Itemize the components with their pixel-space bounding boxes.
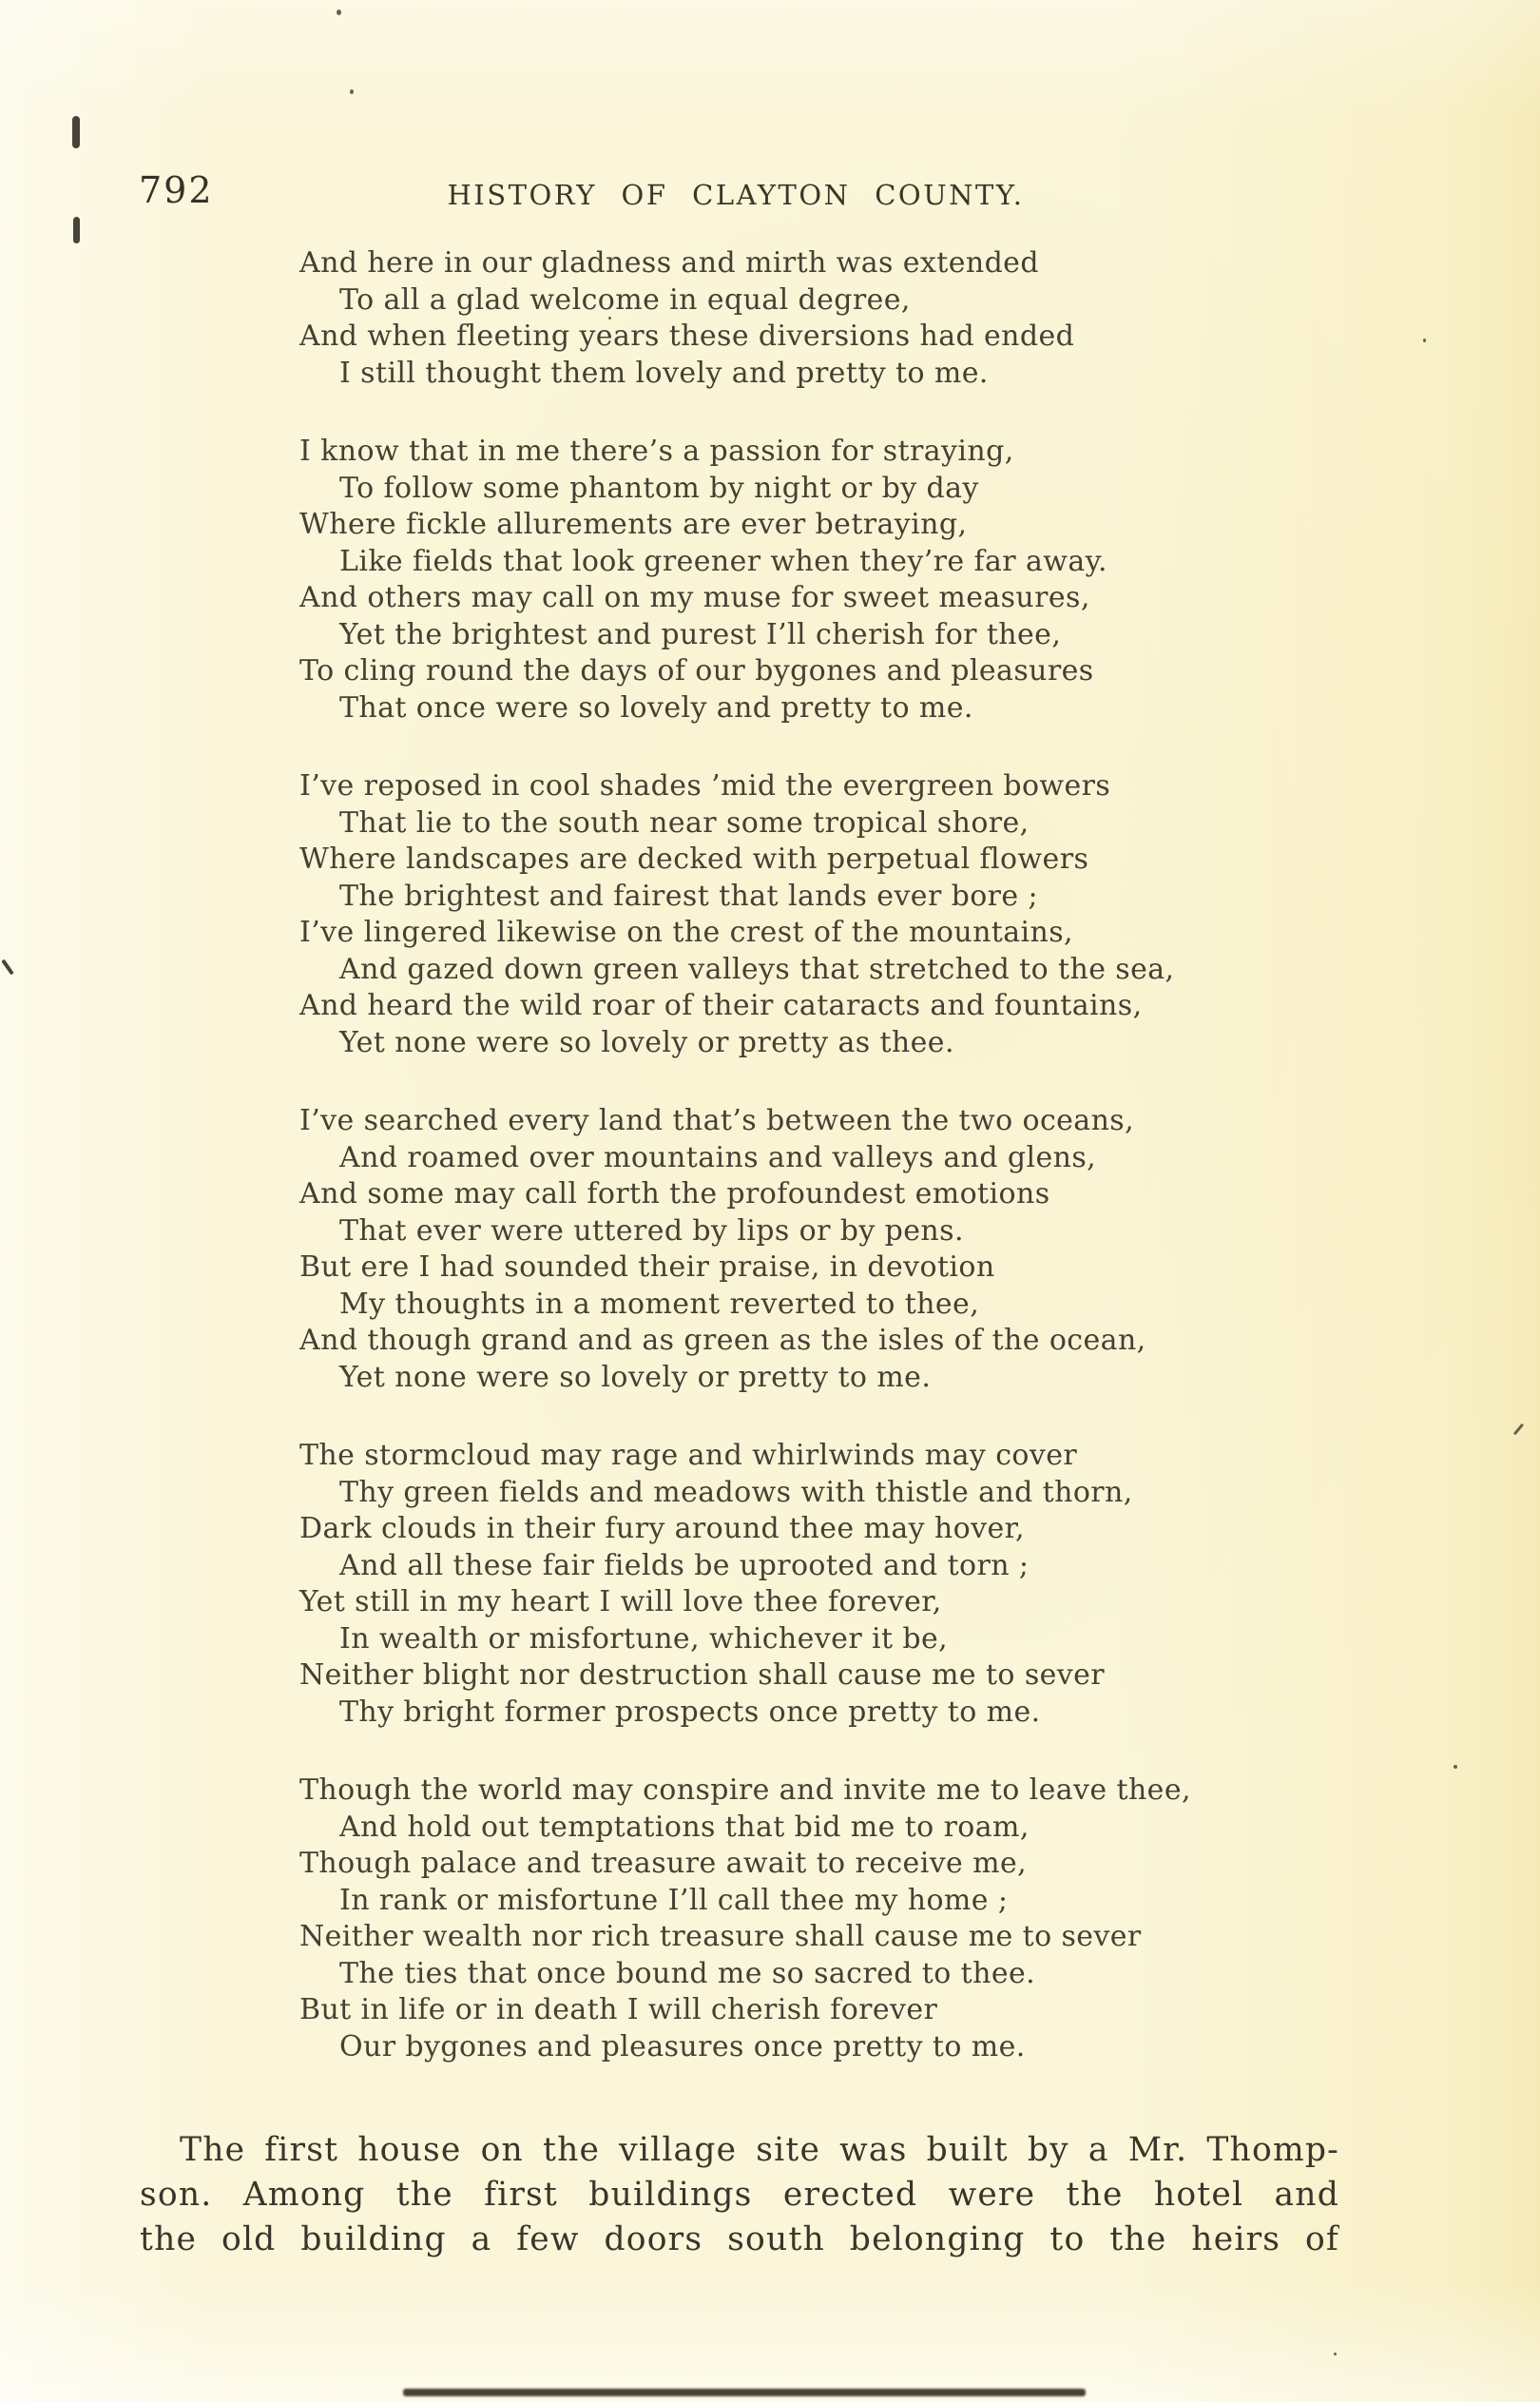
poem-stanza-5 [299, 1438, 1269, 1731]
poem-line: That lie to the south near some tropical shore, [339, 805, 1030, 840]
poem-line: Neither blight nor destruction shall cause me to sever [299, 1658, 1106, 1692]
poem-line: Yet the brightest and purest I’ll cherish for thee, [339, 617, 1062, 651]
paper-speck [1453, 1765, 1457, 1769]
poem-line: And some may call forth the profoundest emotions [299, 1177, 1050, 1211]
poem-line: Yet none were so lovely or pretty to me. [339, 1360, 932, 1394]
poem-line: Thy green fields and meadows with thistle and thorn, [339, 1475, 1133, 1509]
poem-line: Like fields that look greener when they’re far away. [339, 544, 1107, 578]
poem-line: My thoughts in a moment reverted to thee, [339, 1287, 980, 1321]
poem-line: To all a glad welcome in equal degree, [339, 282, 911, 317]
poem-line: In rank or misfortune I’ll call thee my home ; [339, 1883, 1009, 1917]
paragraph-line: son. Among the first buildings erected were the hotel and [140, 2176, 1339, 2214]
poem-line: And gazed down green valleys that stretched to the sea, [339, 952, 1175, 986]
paper-speck [1513, 1424, 1524, 1436]
poem-line: To follow some phantom by night or by day [339, 471, 979, 505]
poem-line: Though palace and treasure await to receive me, [299, 1847, 1028, 1880]
scan-artifact-bar [403, 2389, 1086, 2396]
poem-line: I’ve lingered likewise on the crest of the mountains, [299, 916, 1073, 949]
paper-speck [1423, 339, 1426, 342]
poem-line: The stormcloud may rage and whirlwinds may cover [299, 1439, 1078, 1472]
poem-line: Dark clouds in their fury around thee may hover, [299, 1512, 1025, 1545]
intro-paragraph [140, 2128, 1339, 2262]
poem-line: That once were so lovely and pretty to me. [339, 690, 973, 725]
poem-line: Yet none were so lovely or pretty as thee. [339, 1025, 954, 1059]
poem-line: Thy bright former prospects once pretty to me. [339, 1695, 1041, 1729]
poem-line: And here in our gladness and mirth was extended [299, 246, 1039, 280]
poem-line: The brightest and fairest that lands ever bore ; [339, 879, 1039, 913]
poem-line: And all these fair fields be uprooted and torn ; [339, 1548, 1030, 1582]
page-header-title: HISTORY OF CLAYTON COUNTY. [447, 179, 1025, 211]
poem-line: In wealth or misfortune, whichever it be, [339, 1621, 949, 1656]
poem-line: And hold out temptations that bid me to roam, [339, 1810, 1030, 1844]
poem-line: But ere I had sounded their praise, in devotion [299, 1250, 995, 1284]
poem-stanza-1 [299, 245, 1269, 392]
poem-stanza-6 [299, 1772, 1269, 2065]
poem-line: And when fleeting years these diversions had ended [299, 320, 1075, 353]
poem-line: I’ve reposed in cool shades ’mid the evergreen bowers [299, 769, 1111, 803]
poem-line: I’ve searched every land that’s between the two oceans, [299, 1104, 1135, 1137]
poem-line: I still thought them lovely and pretty to me. [339, 356, 989, 390]
poem-line: And though grand and as green as the isles of the ocean, [299, 1324, 1146, 1357]
poem-line: Our bygones and pleasures once pretty to me. [339, 2029, 1026, 2063]
paper-speck [337, 10, 341, 15]
poem-line: Neither wealth nor rich treasure shall cause me to sever [299, 1920, 1142, 1953]
poem-line: And heard the wild roar of their cataracts and fountains, [299, 989, 1143, 1022]
page-number: 792 [139, 169, 214, 211]
poem-line: I know that in me there’s a passion for straying, [299, 435, 1014, 468]
poem-stanza-3 [299, 768, 1269, 1061]
paper-speck [608, 317, 611, 320]
poem-line: To cling round the days of our bygones and pleasures [299, 654, 1094, 688]
poem-line: But in life or in death I will cherish forever [299, 1993, 938, 2026]
paper-speck [350, 89, 354, 94]
poem-line: And others may call on my muse for sweet measures, [299, 581, 1090, 614]
poem-line: Yet still in my heart I will love thee forever, [299, 1585, 942, 1618]
paper-speck [1334, 2353, 1337, 2355]
poem-line: The ties that once bound me so sacred to thee. [339, 1956, 1036, 1990]
poem-stanza-2 [299, 434, 1269, 726]
poem-line: And roamed over mountains and valleys and glens, [339, 1140, 1097, 1174]
poem-line: Where landscapes are decked with perpetual flowers [299, 843, 1089, 876]
poem [299, 245, 1269, 2107]
poem-line: Where fickle allurements are ever betraying, [299, 508, 968, 541]
scan-edge-mark [73, 217, 80, 243]
poem-line: That ever were uttered by lips or by pens. [339, 1213, 964, 1248]
poem-line: Though the world may conspire and invite me to leave thee, [299, 1773, 1191, 1807]
scan-edge-mark [1, 959, 14, 975]
paragraph-line: The first house on the village site was built by a Mr. Thomp- [180, 2131, 1339, 2169]
paragraph-line: the old building a few doors south belonging to the heirs of [140, 2220, 1339, 2258]
scan-edge-mark [72, 116, 80, 148]
poem-stanza-4 [299, 1103, 1269, 1396]
